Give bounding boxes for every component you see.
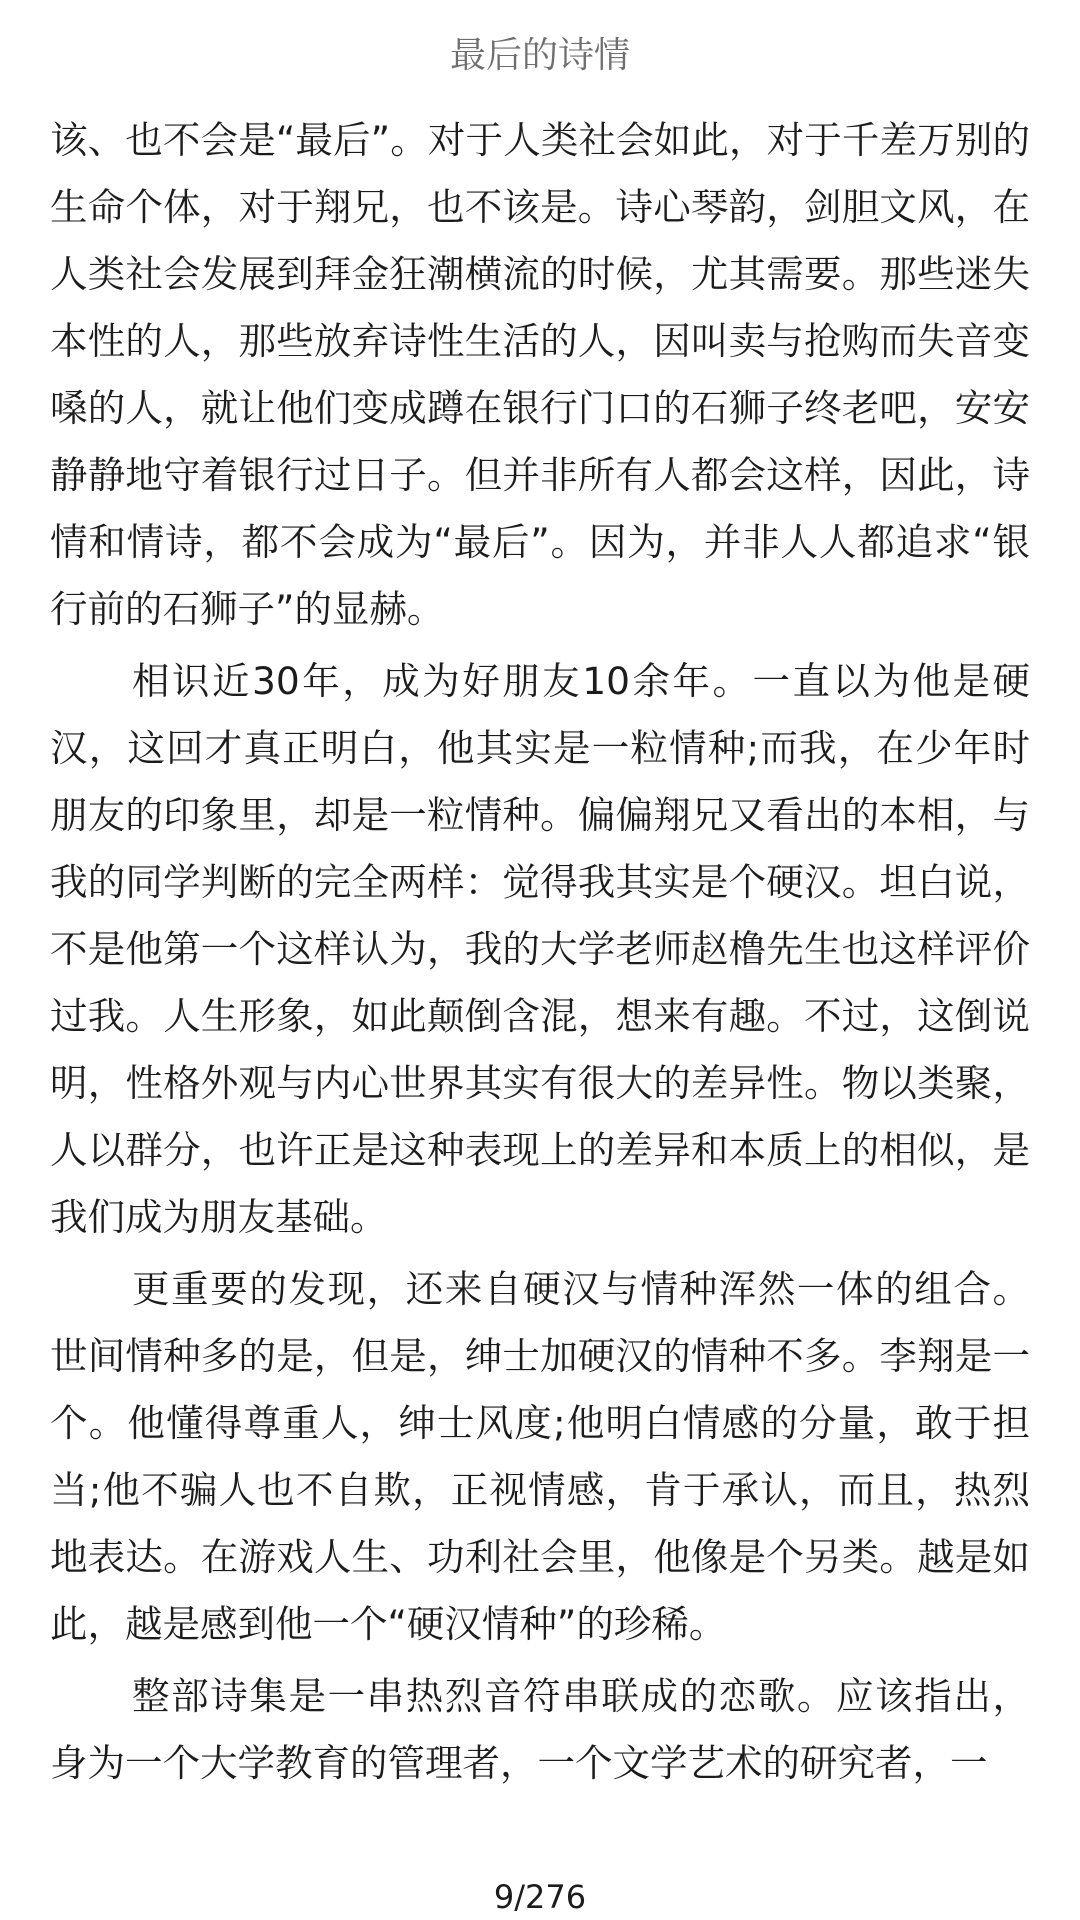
paragraph: 相识近30年，成为好朋友10余年。一直以为他是硬汉，这回才真正明白，他其实是一粒情种;而我，在少年时朋友的印象里，却是一粒情种。偏偏翔兄又看出的本相，与我的同学判断的完全两样：觉得我其实是个硬汉。坦白说，不是他第一个这样认为，我的大学老师赵橹先生也这样评价过我。人生形象，如此颠倒含混，想来有趣。不过，这倒说明，性格外观与内心世界其实有很大的差异性。物以类聚，人以群分，也许正是这种表现上的差异和本质上的相似，是我们成为朋友基础。 xyxy=(50,659,1030,1239)
book-title: 最后的诗情 xyxy=(449,35,630,76)
paragraph: 整部诗集是一串热烈音符串联成的恋歌。应该指出，身为一个大学教育的管理者，一个文学艺术的研究者，一 xyxy=(50,1674,1030,1785)
paragraph: 更重要的发现，还来自硬汉与情种浑然一体的组合。世间情种多的是，但是，绅士加硬汉的情种不多。李翔是一个。他懂得尊重人，绅士风度;他明白情感的分量，敢于担当;他不骗人也不自欺，正视情感，肯于承认，而且，热烈地表达。在游戏人生、功利社会里，他像是个另类。越是如此，越是感到他一个“硬汉情种”的珍稀。 xyxy=(50,1267,1030,1646)
page-body[interactable] xyxy=(50,107,1030,1802)
paragraph: 该、也不会是“最后”。对于人类社会如此，对于千差万别的生命个体，对于翔兄，也不该是。诗心琴韵，剑胆文风，在人类社会发展到拜金狂潮横流的时候，尤其需要。那些迷失本性的人，那些放弃诗性生活的人，因叫卖与抢购而失音变嗓的人，就让他们变成蹲在银行门口的石狮子终老吧，安安静静地守着银行过日子。但并非所有人都会这样，因此，诗情和情诗，都不会成为“最后”。因为，并非人人都追求“银行前的石狮子”的显赫。 xyxy=(50,118,1030,631)
page-indicator: 9/276 xyxy=(493,1878,587,1916)
